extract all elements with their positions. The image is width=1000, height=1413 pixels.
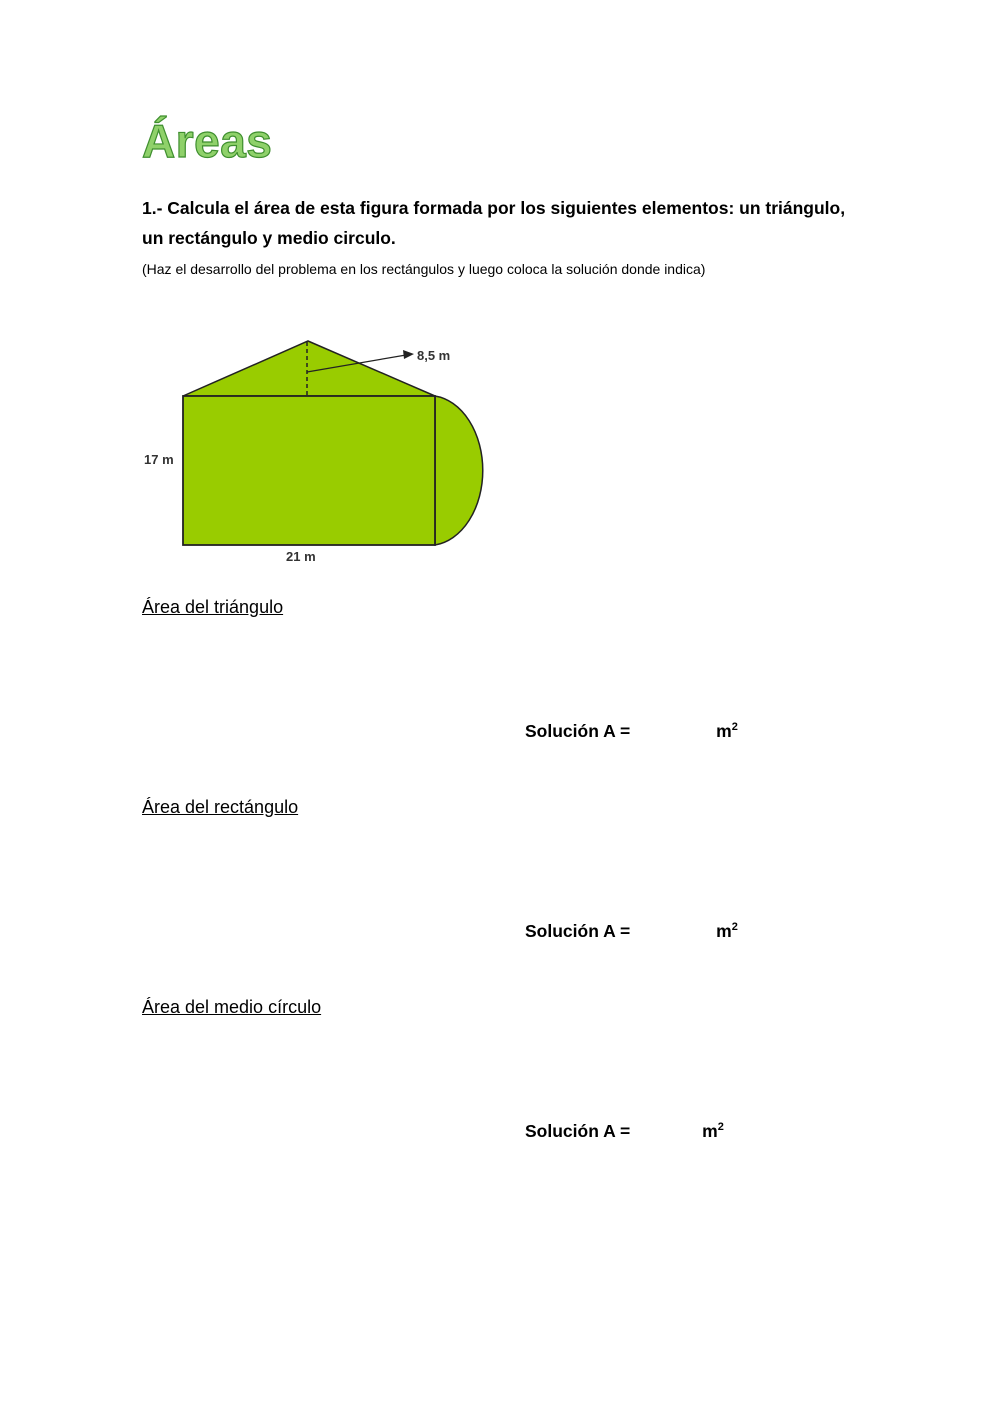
unit-exponent: 2	[717, 1121, 724, 1133]
unit-exponent: 2	[731, 921, 738, 933]
heading-triangle-area: Área del triángulo	[142, 597, 284, 617]
question-text: 1.- Calcula el área de esta figura formada por los siguientes elementos: un triángulo, un rectángulo y medio circulo.	[142, 198, 846, 248]
page-title: Áreas	[142, 115, 273, 167]
solution-label: Solución A =	[525, 720, 631, 741]
triangle-shape	[183, 341, 435, 396]
heading-rectangle-area: Área del rectángulo	[142, 797, 299, 817]
work-area-triangle[interactable]	[142, 625, 842, 765]
unit-label: m	[716, 720, 732, 741]
solution-label: Solución A =	[525, 920, 631, 941]
composite-figure	[138, 330, 508, 570]
heading-half-circle-area: Área del medio círculo	[142, 997, 322, 1017]
unit-label: m	[702, 1120, 718, 1141]
unit-label: m	[716, 920, 732, 941]
label-height: 17 m	[144, 452, 174, 467]
rectangle-shape	[183, 396, 435, 545]
half-circle-shape	[435, 396, 483, 545]
solution-label: Solución A =	[525, 1120, 631, 1141]
work-area-rectangle[interactable]	[142, 825, 842, 965]
solution-rectangle	[525, 915, 738, 943]
instructions-text: (Haz el desarrollo del problema en los rectángulos y luego coloca la solución donde indica)	[142, 261, 706, 277]
solution-triangle	[525, 715, 738, 743]
work-area-half-circle[interactable]	[142, 1025, 842, 1165]
label-base: 21 m	[286, 549, 316, 564]
arrow-head-icon	[403, 350, 414, 359]
label-slant: 8,5 m	[417, 348, 451, 363]
unit-exponent: 2	[731, 721, 738, 733]
solution-half-circle	[525, 1115, 724, 1143]
